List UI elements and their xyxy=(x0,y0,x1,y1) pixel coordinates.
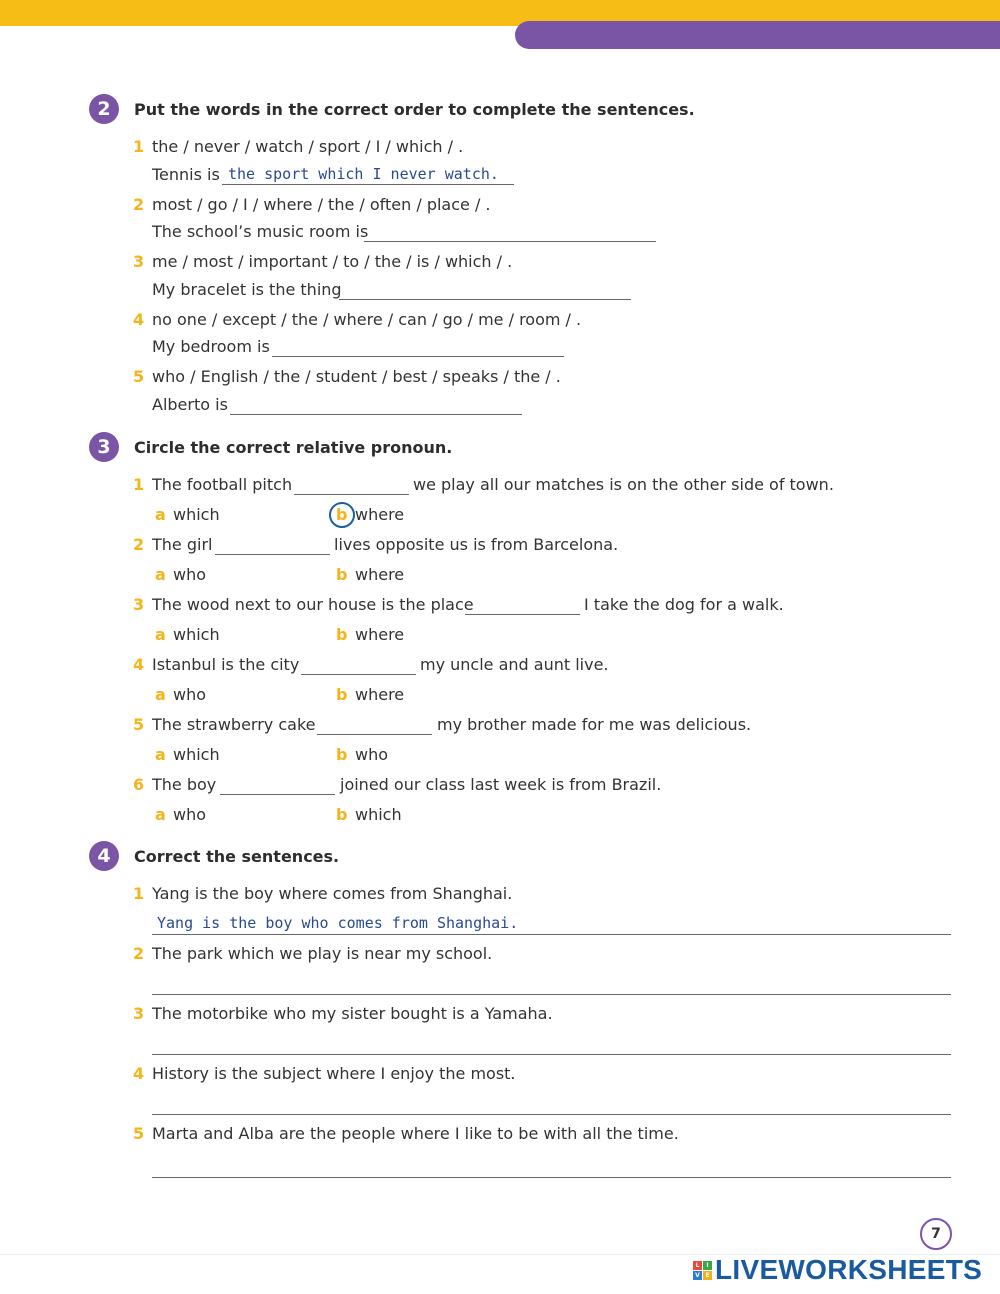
s2-q5-words: who / English / the / student / best / speaks / the / . xyxy=(152,367,561,386)
s3-q2-option-a[interactable]: who xyxy=(173,565,207,584)
s3-q3-option-a[interactable]: which xyxy=(173,625,220,644)
logo-block-e: E xyxy=(703,1271,712,1280)
s3-q2-option-a-letter: a xyxy=(155,565,166,584)
s2-q5-prompt: Alberto is xyxy=(152,395,228,414)
s3-q5-before: The strawberry cake xyxy=(152,715,316,734)
s2-q4-answer-line[interactable] xyxy=(272,356,564,357)
page-number: 7 xyxy=(920,1218,952,1250)
s3-q3-option-a-letter: a xyxy=(155,625,166,644)
s3-q6-before: The boy xyxy=(152,775,217,794)
s3-q2-after: lives opposite us is from Barcelona. xyxy=(334,535,619,554)
s3-q4-number: 4 xyxy=(133,655,145,674)
s3-q5-option-a[interactable]: which xyxy=(173,745,220,764)
s3-q5-option-b-letter: b xyxy=(336,745,348,764)
s2-q3-answer-line[interactable] xyxy=(339,299,631,300)
section-2-number: 2 xyxy=(89,94,119,124)
logo-block-i: I xyxy=(703,1261,712,1270)
s3-q6-option-a-letter: a xyxy=(155,805,166,824)
s3-q3-after: I take the dog for a walk. xyxy=(584,595,784,614)
s4-q3-sentence: The motorbike who my sister bought is a Yamaha. xyxy=(152,1004,553,1023)
s2-q4-prompt: My bedroom is xyxy=(152,337,270,356)
s4-q3-answer-line[interactable] xyxy=(152,1054,951,1055)
s3-q6-after: joined our class last week is from Brazil. xyxy=(340,775,662,794)
s2-q2-number: 2 xyxy=(133,195,145,214)
s2-q4-words: no one / except / the / where / can / go / me / room / . xyxy=(152,310,582,329)
s4-q4-sentence: History is the subject where I enjoy the most. xyxy=(152,1064,516,1083)
s3-q4-blank xyxy=(301,674,416,675)
s3-q2-option-b[interactable]: where xyxy=(355,565,405,584)
s2-q2-answer-line[interactable] xyxy=(364,241,656,242)
s3-q4-after: my uncle and aunt live. xyxy=(420,655,609,674)
s3-q6-blank xyxy=(220,794,335,795)
s3-q6-option-b-letter: b xyxy=(336,805,348,824)
s4-q4-answer-line[interactable] xyxy=(152,1114,951,1115)
section-3-title: Circle the correct relative pronoun. xyxy=(134,438,453,457)
s2-q1-number: 1 xyxy=(133,137,145,156)
s3-q3-number: 3 xyxy=(133,595,145,614)
liveworksheets-logo[interactable] xyxy=(693,1254,993,1286)
s3-q3-option-b-letter: b xyxy=(336,625,348,644)
s4-q4-number: 4 xyxy=(133,1064,145,1083)
s3-q1-before: The football pitch xyxy=(152,475,293,494)
s3-q4-option-b-letter: b xyxy=(336,685,348,704)
s4-q1-answer-line[interactable] xyxy=(152,934,951,935)
logo-blocks-icon xyxy=(693,1261,712,1280)
s3-q1-selection-circle xyxy=(329,502,355,528)
top-purple-bar xyxy=(515,21,1000,49)
logo-text: LIVEWORKSHEETS xyxy=(715,1254,983,1285)
s2-q5-number: 5 xyxy=(133,367,145,386)
s4-q2-answer-line[interactable] xyxy=(152,994,951,995)
s3-q1-after: we play all our matches is on the other side of town. xyxy=(413,475,834,494)
s3-q5-option-a-letter: a xyxy=(155,745,166,764)
s3-q4-option-a[interactable]: who xyxy=(173,685,207,704)
s4-q5-sentence: Marta and Alba are the people where I like to be with all the time. xyxy=(152,1124,679,1143)
s3-q5-number: 5 xyxy=(133,715,145,734)
s2-q2-prompt: The school’s music room is xyxy=(152,222,369,241)
section-4-number: 4 xyxy=(89,841,119,871)
s3-q5-blank xyxy=(317,734,432,735)
s3-q4-before: Istanbul is the city xyxy=(152,655,300,674)
s2-q1-words: the / never / watch / sport / I / which / . xyxy=(152,137,464,156)
s4-q2-number: 2 xyxy=(133,944,145,963)
logo-block-v: V xyxy=(693,1271,702,1280)
s2-q1-prompt: Tennis is xyxy=(152,165,220,184)
s2-q4-number: 4 xyxy=(133,310,145,329)
s3-q2-number: 2 xyxy=(133,535,145,554)
section-4-title: Correct the sentences. xyxy=(134,847,340,866)
s3-q1-number: 1 xyxy=(133,475,145,494)
s3-q6-option-b[interactable]: which xyxy=(355,805,402,824)
s2-q3-words: me / most / important / to / the / is / which / . xyxy=(152,252,513,271)
s3-q3-before: The wood next to our house is the place xyxy=(152,595,474,614)
s3-q2-option-b-letter: b xyxy=(336,565,348,584)
s4-q1-sentence: Yang is the boy where comes from Shanghai. xyxy=(152,884,513,903)
section-2-title: Put the words in the correct order to complete the sentences. xyxy=(134,100,695,119)
s3-q5-after: my brother made for me was delicious. xyxy=(437,715,752,734)
s3-q1-option-a[interactable]: which xyxy=(173,505,220,524)
s3-q6-number: 6 xyxy=(133,775,145,794)
s3-q2-blank xyxy=(215,554,330,555)
s3-q1-blank xyxy=(294,494,409,495)
s2-q3-prompt: My bracelet is the thing xyxy=(152,280,342,299)
s3-q1-option-a-letter: a xyxy=(155,505,166,524)
s3-q6-option-a[interactable]: who xyxy=(173,805,207,824)
s3-q2-before: The girl xyxy=(152,535,213,554)
s4-q2-sentence: The park which we play is near my school. xyxy=(152,944,493,963)
s3-q4-option-b[interactable]: where xyxy=(355,685,405,704)
s4-q5-answer-line[interactable] xyxy=(152,1177,951,1178)
s2-q1-answer: the sport which I never watch. xyxy=(228,165,499,183)
s3-q4-option-a-letter: a xyxy=(155,685,166,704)
s4-q1-number: 1 xyxy=(133,884,145,903)
s2-q5-answer-line[interactable] xyxy=(230,414,522,415)
s4-q3-number: 3 xyxy=(133,1004,145,1023)
s4-q1-answer: Yang is the boy who comes from Shanghai. xyxy=(157,914,519,932)
s3-q3-blank xyxy=(465,614,580,615)
logo-block-l: L xyxy=(693,1261,702,1270)
s4-q5-number: 5 xyxy=(133,1124,145,1143)
s3-q1-option-b[interactable]: where xyxy=(355,505,405,524)
s3-q5-option-b[interactable]: who xyxy=(355,745,389,764)
s2-q3-number: 3 xyxy=(133,252,145,271)
section-3-number: 3 xyxy=(89,432,119,462)
s3-q3-option-b[interactable]: where xyxy=(355,625,405,644)
s2-q2-words: most / go / I / where / the / often / place / . xyxy=(152,195,491,214)
s2-q1-answer-line[interactable] xyxy=(222,184,514,185)
s3-q1-option-b-letter: b xyxy=(336,505,348,524)
